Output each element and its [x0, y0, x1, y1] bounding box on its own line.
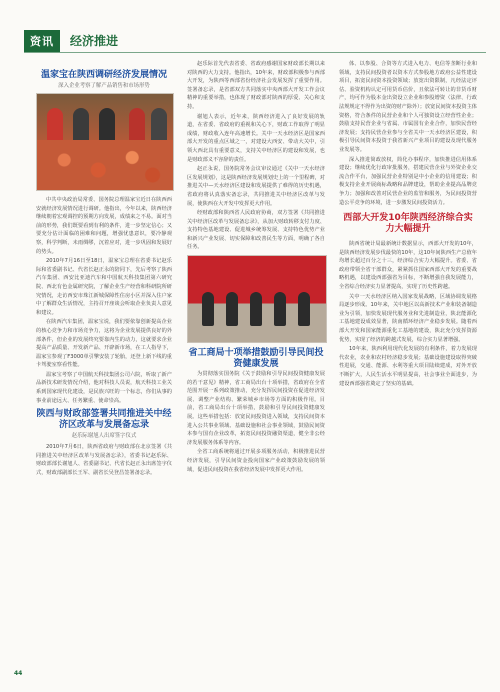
article3-title: 省工商局十项举措鼓励引导民间投资健康发展 [188, 348, 324, 370]
article2-paragraph: 2010年7月6日，陕西省政府与财政部在北京签署《共同推进关中经济区改革与发展备忘录》，省委书记赵乐际、财政部部长谢旭人、省委副书记、代省长赵正永出席签字仪式，财政部副部长王军、副省长吴登昌签署备忘录。 [36, 444, 172, 477]
article4-paragraph: 深入推进简政放权，简化办事程序，加快推进信用体系建设；继续优化行政审批服务，搭建民营企业与外资企业交流合作平台，加强民营企业特别是中小企业的信用建设；积极支持企业开展商标战略和品牌建设，帮助企业提高品牌竞争力；加强和改善对民营企业的监管和服务，为民间投资营造公平竞争的环境，进一步激发民间投资活力。 [339, 156, 477, 206]
article5-paragraph: 10年来，陕西利用现代化发展的有利条件，着力发展现代农业，农业和农村经济稳步发展；基础设施建设取得突破性进展，交通、能源、水利等重大项目陆续建成，对外开放不断扩大，人民生活水平明显提高，社会事业全面进步，为建设西部强省奠定了坚实的基础。 [339, 346, 477, 387]
article3-paragraph: 为贯彻落实国务院《关于鼓励和引导民间投资健康发展的若干意见》精神，省工商局出台十项举措，省政府在全省范围开展一系列政策推动，充分发挥民间投资在促进经济发展、调整产业结构、繁荣城乡市场等方面的积极作用。目前，省工商局出台十项举措，鼓励和引导民间投资健康发展。这些举措包括：放宽民间投资进入领域，支持民间资本进入公共事业领域、基础设施和社会事业领域，鼓励民间资本参与国有企业改革，拓宽民间投资融资渠道，健全非公经济发展服务体系等内容。 [187, 371, 325, 446]
column-2 [187, 60, 325, 475]
column-3 [339, 60, 477, 389]
article2-subtitle: 赵乐际谢旭人出席签字仪式 [71, 433, 137, 440]
article1-subtitle: 深入企业考察了解产品销售和市场形势 [58, 83, 150, 89]
page-number-value: 44 [14, 670, 23, 677]
article1-paragraph: 中共中央政治局常委、国务院总理温家宝近日在陕西西安就经济发展情况进行调研。他指出，今年以来，陕西经济继续朝着宏观调控的预期方向发展，成绩来之不易。面对当前的形势，我们既要看到有利的条件，进一步坚定信心；又要充分估计面临的困难和问题，增强忧患意识，要冷静观察，科学判断，未雨绸缪，沉着应对，进一步巩固和发展好的势头。 [36, 197, 172, 255]
signing-banner [192, 264, 322, 282]
person-figure [250, 292, 262, 326]
article1-paragraph: 温家宝考察了中国航天科技集团公司六院，听取了新产品新技术研发情况介绍，他对科技人员说，航天科技工业关系到国家现代化建设，是民族兴旺的一个标志，你们从事的事业前途远大、任务繁重、使命崇高。 [36, 371, 172, 404]
article1-paragraph: 在陕西汽车集团，温家宝说，我们要依靠创新提高企业的核心竞争力和市场竞争力，这将为企业发展提供良好的外部条件，但企业的发展终究要靠内生的动力，这就要求企业提高产品质量、开发新产品、开辟新市场，在工人指导下，温家宝参观了F3000单引擎安装了轮胎，还登上新下线的重卡驾驶室察看性能。 [36, 319, 172, 369]
page-header [14, 30, 486, 52]
header-rule [24, 52, 486, 53]
article1-photo [36, 93, 174, 191]
section-title: 经济推进 [70, 34, 119, 48]
article3-paragraph: 全省工商系统将通过开展多项服务活动，积极推进民营经济发展，引导民间资金投向国家产业政策鼓励发展的领域，促进民间投资在我省经济发展中发挥更大作用。 [187, 449, 325, 473]
page-number [14, 670, 22, 677]
article2-paragraph: 赵正永说，国务院常务会议审议通过《关中一天水经济区发展规划》，这是陕西经济发展规划史上的一个里程碑，对推进关中—天水经济区建设和发展提供了难得的历史机遇，省政府将认真落实备忘录，共同推进关中经济区改革与发展，使陕西在大开发中发挥更大作用。 [187, 166, 325, 207]
article2-title: 陕西与财政部签署共同推进关中经济区改革与发展备忘录 [36, 409, 172, 431]
article1-title: 温家宝在陕西调研经济发展情况 [40, 70, 167, 80]
column-1 [36, 70, 172, 479]
person-figure [226, 292, 238, 326]
article5-paragraph: 关中一天水经济区纳入国家发展战略，区域协调发展格局逐步形成。10年来，关中地区以高新技术产业和装备制造业为引领，加快发展现代服务业和先进制造业，陕北能源化工基地建设成效显著，陕南循环经济产业稳步发展。随着西部大开发和国家能源重化工基地的建设，陕北充分发挥资源优势，实现了经济的跨越式发展，综合实力显著增强。 [339, 293, 477, 343]
article2-photo [187, 255, 327, 343]
produce-display [37, 140, 173, 190]
article4-paragraph: 体、以参股、合资等方式进入电力、电信等垄断行业和领域，支持民间投资者以资本方式参股地方政府公益性建设项目，拓宽民间资本投资领域；放宽出资限制，凡经法定评估、验资机构认定可用货币估价，且依法可转让的非货币财产，均可作为股本金出资设立企业和参股增资（法律、行政法规规定不得作为出资的财产除外）；放宽民间资本投资主体资格，符合条件的民营企业和个人可独资设立经营性企业；鼓励支持民营企业与省属、市属国有企业合作，加快民营经济发展；支持民营企业参与全省关中一天水经济区建设，积极引导民间资本投资于我省新兴产业项目的建设及现代服务业发展等。 [339, 61, 477, 153]
article2-paragraph: 赵乐际首先代表省委、省政府感谢国家财政部长期以来对陕西的大力支持。他指出，10年来，财政部积极参与西部大开发，为陕西等西部省份经济社会发展发挥了重要作用。签署备忘录，是省部双方共同落实中央西部大开发工作会议精神的重要举措，也体现了财政部对陕西的厚爱、关心和支持。 [187, 61, 325, 110]
person-figure [298, 292, 310, 326]
section-tag: 资讯 [24, 30, 60, 52]
article2-paragraph: 经财政部和陕西省人民政府协商，双方签署《共同推进关中经济区改革与发展备忘录》，从加大财政转移支付力度、支持特色基地建设、促进城乡统筹发展、支持特色优势产业和新兴产业发展、切实保障和改善民生等方面，明确了各自任务。 [187, 210, 325, 251]
article5-title: 西部大开发10年陕西经济综合实力大幅提升 [343, 213, 473, 235]
article1-paragraph: 2010年7月16日至18日，温家宝总理在省委书记赵乐际和省委副书记、代省长赵正永的陪同下，先后考察了陕西汽车集团、西安比亚迪汽车和中国航天科技集团第六研究院、西北有色金属研究院，了解企业生产经营和科研院所研究情况，走访西安市珠江新城保障性住房小区并深入住户家中了解群众生活情况，主持召开座谈会听取企业负责人意见和建议。 [36, 258, 172, 316]
person-figure [274, 292, 286, 326]
article5-paragraph: 陕西省统计局最新统计数据显示，西部大开发的10年，是陕西经济发展步伐最快的10年，这10年间陕西生产总值年均增长超过百分之十三，经济综合实力大幅提升。省委、省政府带领全省干部群众，紧紧抓住国家西部大开发的重要战略机遇，以建设西部强省为目标，不断增强自我发展能力，全省综合经济实力显著提高，实现了历史性跨越。 [339, 241, 477, 291]
article2-paragraph: 谢旭人表示，近年来，陕西经济进入了良好发展的轨道，在省委、省政府的重视和关心下，财政工作取得了明显成绩，财政收入连年高速增长。关中一天水经济区是国家西部大开发的重点区域之一，对建设大西安、带动大关中，引领大西北具有重要意义，支持关中经济区的建设和发展，也是财政部义不容辞的责任。 [187, 113, 325, 163]
person-figure [202, 292, 214, 326]
